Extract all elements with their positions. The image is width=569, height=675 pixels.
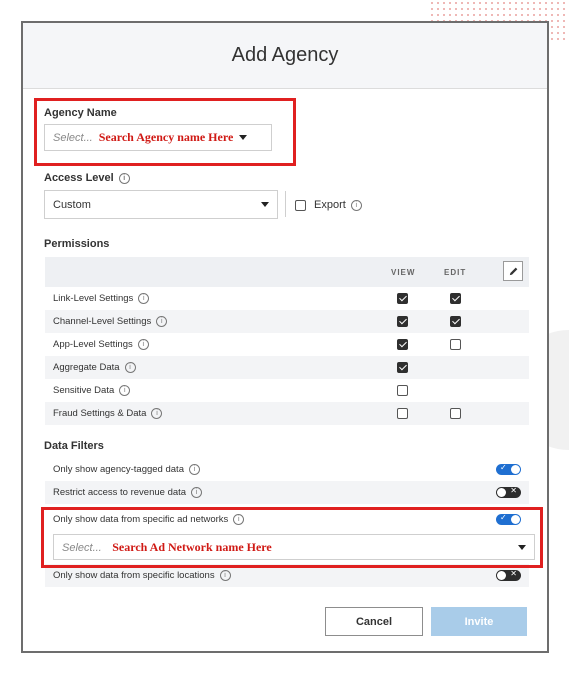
- filter-label: [53, 487, 202, 498]
- permission-label: [53, 362, 136, 373]
- export-option[interactable]: [295, 199, 362, 211]
- ad-network-select-text: [62, 538, 272, 556]
- view-checkbox[interactable]: [397, 408, 408, 419]
- filter-label-text: Only show data from specific ad networks: [53, 514, 229, 526]
- ad-network-placeholder: Select...: [62, 542, 102, 554]
- chevron-down-icon: [261, 202, 269, 207]
- info-icon[interactable]: i: [156, 316, 167, 327]
- permission-row: [45, 310, 529, 333]
- view-checkbox[interactable]: [397, 362, 408, 373]
- filter-label-text: Restrict access to revenue data: [53, 487, 187, 499]
- check-icon: ✓: [500, 463, 507, 472]
- filter-toggle[interactable]: [496, 570, 521, 581]
- permission-label-text: Sensitive Data: [53, 385, 115, 397]
- filter-row: [45, 458, 529, 481]
- data-filters-label: Data Filters: [44, 440, 104, 452]
- toggle-knob: [497, 488, 506, 497]
- permissions-rows: [45, 287, 529, 425]
- info-icon[interactable]: i: [351, 200, 362, 211]
- check-icon: ✓: [500, 513, 507, 522]
- info-icon[interactable]: i: [125, 362, 136, 373]
- access-level-label: Access Level: [44, 172, 114, 184]
- permission-label-text: Fraud Settings & Data: [53, 408, 147, 420]
- permissions-label: Permissions: [44, 238, 110, 250]
- filter-label-text: Only show data from specific locations: [53, 570, 215, 582]
- edit-checkbox[interactable]: [450, 408, 461, 419]
- view-checkbox[interactable]: [397, 316, 408, 327]
- info-icon[interactable]: i: [138, 293, 149, 304]
- info-icon[interactable]: i: [220, 570, 231, 581]
- filter-label: [53, 464, 200, 475]
- permission-row: [45, 333, 529, 356]
- info-icon[interactable]: i: [191, 487, 202, 498]
- agency-name-label: Agency Name: [44, 107, 117, 119]
- info-icon[interactable]: i: [119, 173, 130, 184]
- permissions-header: [45, 257, 529, 287]
- permission-label-text: App-Level Settings: [53, 339, 133, 351]
- modal-header: [23, 23, 547, 89]
- filter-toggle[interactable]: [496, 464, 521, 475]
- permission-row: [45, 287, 529, 310]
- permission-row: [45, 356, 529, 379]
- ad-network-hint: Search Ad Network name Here: [112, 540, 272, 554]
- invite-button[interactable]: Invite: [431, 607, 527, 636]
- permission-label: [53, 293, 149, 304]
- cancel-button[interactable]: Cancel: [325, 607, 423, 636]
- edit-checkbox[interactable]: [450, 316, 461, 327]
- permission-label: [53, 339, 149, 350]
- add-agency-modal: [21, 21, 549, 653]
- filter-row: [45, 481, 529, 504]
- chevron-down-icon: [239, 135, 247, 140]
- permissions-table: [45, 257, 529, 425]
- info-icon[interactable]: i: [119, 385, 130, 396]
- agency-select-hint: Search Agency name Here: [98, 130, 234, 144]
- info-icon[interactable]: i: [233, 514, 244, 525]
- close-icon: ✕: [510, 569, 517, 578]
- info-icon[interactable]: i: [138, 339, 149, 350]
- view-checkbox[interactable]: [397, 385, 408, 396]
- col-view: VIEW: [391, 268, 416, 277]
- access-level-value: Custom: [53, 198, 91, 211]
- edit-checkbox[interactable]: [450, 293, 461, 304]
- info-icon[interactable]: i: [151, 408, 162, 419]
- pencil-icon: [508, 266, 519, 277]
- col-edit: EDIT: [444, 268, 467, 277]
- filter-label: [53, 570, 231, 581]
- filter-label-text: Only show agency-tagged data: [53, 464, 184, 476]
- permission-label: [53, 316, 167, 327]
- view-checkbox[interactable]: [397, 293, 408, 304]
- toggle-knob: [511, 465, 520, 474]
- chevron-down-icon: [518, 545, 526, 550]
- ad-network-select[interactable]: [53, 534, 535, 560]
- edit-permissions-button[interactable]: [503, 261, 523, 281]
- agency-select-placeholder: Select...: [53, 131, 93, 144]
- permission-row: [45, 402, 529, 425]
- modal-title: Add Agency: [231, 44, 339, 66]
- edit-checkbox[interactable]: [450, 339, 461, 350]
- access-level-heading: [44, 172, 130, 184]
- permission-label: [53, 385, 130, 396]
- export-label: Export: [314, 199, 346, 211]
- divider: [285, 191, 286, 217]
- permission-label: [53, 408, 162, 419]
- permission-label-text: Aggregate Data: [53, 362, 120, 374]
- permission-label-text: Channel-Level Settings: [53, 316, 152, 328]
- permission-label-text: Link-Level Settings: [53, 293, 134, 305]
- filter-toggle[interactable]: [496, 487, 521, 498]
- access-level-select[interactable]: [44, 190, 278, 219]
- close-icon: ✕: [510, 486, 517, 495]
- permission-row: [45, 379, 529, 402]
- toggle-knob: [497, 571, 506, 580]
- view-checkbox[interactable]: [397, 339, 408, 350]
- agency-select[interactable]: [44, 124, 272, 151]
- info-icon[interactable]: i: [189, 464, 200, 475]
- export-checkbox[interactable]: [295, 200, 306, 211]
